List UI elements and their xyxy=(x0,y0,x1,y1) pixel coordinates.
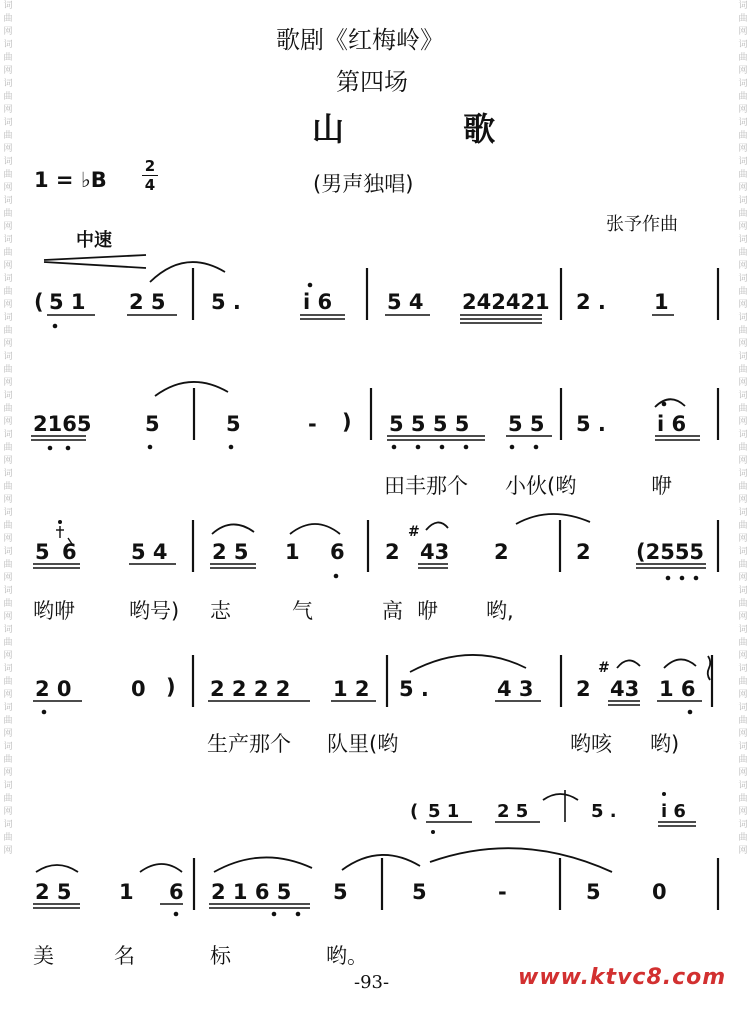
song-title: 山 歌 xyxy=(312,110,550,148)
lyric: 生产那个 xyxy=(207,732,291,756)
note: 2 xyxy=(385,540,400,564)
note: 5 xyxy=(35,540,50,564)
note-group: i 6 xyxy=(661,801,686,822)
note: 5 xyxy=(145,412,160,436)
note: 1 xyxy=(654,290,669,314)
note-group: 5 1 xyxy=(428,801,460,822)
note-group: 2165 xyxy=(33,412,92,436)
note: 0 xyxy=(652,880,667,904)
time-top: 2 xyxy=(144,157,156,175)
lyric: 高 xyxy=(382,599,403,623)
note: 5 xyxy=(586,880,601,904)
beam-underlines xyxy=(31,315,706,908)
lyric: 小伙(哟 xyxy=(505,474,577,498)
note-group: 2 5 xyxy=(129,290,166,314)
note: 2 xyxy=(576,540,591,564)
note-group: 5 . xyxy=(576,412,606,436)
note: 6 xyxy=(330,540,345,564)
note-group: i 6 xyxy=(657,412,687,436)
note-group: 5 5 xyxy=(508,412,545,436)
dash: - xyxy=(498,880,507,904)
voice-type: (男声独唱) xyxy=(313,172,414,196)
dash: - xyxy=(308,412,317,436)
note-group: 2 1 6 5 xyxy=(211,880,292,904)
lyric: 哟。 xyxy=(326,944,368,968)
note: 1 xyxy=(119,880,134,904)
composer: 张予作曲 xyxy=(606,214,678,235)
note-group: 5 4 xyxy=(387,290,424,314)
note: 5 xyxy=(226,412,241,436)
note-group: 5 . xyxy=(211,290,241,314)
note-group: 5 5 5 5 xyxy=(389,412,470,436)
note-group: 1 2 xyxy=(333,677,370,701)
watermark-right: 词曲网词曲网词曲网词曲网词曲网词曲网词曲网词曲网词曲网词曲网词曲网词曲网词曲网词曲网词曲网词曲网词曲网词曲网词曲网词曲网词曲网词曲网 xyxy=(738,1,748,856)
lyric: 哟咿 xyxy=(33,599,75,623)
scene-title: 第四场 xyxy=(336,68,408,96)
note-group: 2 . xyxy=(576,290,606,314)
note-group: 2 5 xyxy=(35,880,72,904)
note: 2 xyxy=(576,677,591,701)
note-group: 5 4 xyxy=(131,540,168,564)
note: 5 xyxy=(412,880,427,904)
grace-note-marks xyxy=(56,526,72,544)
lyric: 美 xyxy=(33,944,54,968)
lyric: 咿 xyxy=(651,474,672,498)
lyric: 田丰那个 xyxy=(384,474,468,498)
note: 1 xyxy=(285,540,300,564)
note-group: 5 1 xyxy=(49,290,86,314)
note-group: 4 3 xyxy=(497,677,534,701)
note-group: 2 0 xyxy=(35,677,72,701)
note-group: 5 . xyxy=(591,801,617,822)
bar-lines xyxy=(193,268,718,910)
note: 6 xyxy=(169,880,184,904)
lyric: 哟号) xyxy=(129,599,180,623)
time-bottom: 4 xyxy=(144,176,156,194)
octave-dots xyxy=(42,283,699,917)
key-signature: 1 = ♭B xyxy=(34,168,107,192)
note: 2 xyxy=(494,540,509,564)
lyric: 名 xyxy=(114,944,135,968)
note-group: 43 xyxy=(420,540,450,564)
note-group: 1 6 xyxy=(659,677,696,701)
lyric: 志 xyxy=(210,599,231,623)
lyric: 队里(哟 xyxy=(327,732,399,756)
note-group: 242421 xyxy=(462,290,550,314)
note-group: i 6 xyxy=(303,290,333,314)
note: 0 xyxy=(131,677,146,701)
lyric: 哟) xyxy=(650,732,680,756)
note-group: (2555 xyxy=(636,540,705,564)
lyric: 气 xyxy=(292,599,313,623)
note-group: 5 . xyxy=(399,677,429,701)
lyric: 哟咳 xyxy=(570,732,612,756)
note: 5 xyxy=(333,880,348,904)
lyric: 哟, xyxy=(486,599,514,623)
note: 6 xyxy=(62,540,77,564)
lyric: 咿 xyxy=(417,599,438,623)
close-paren: ) xyxy=(342,410,352,434)
page-number: -93- xyxy=(354,972,390,993)
close-paren: ) xyxy=(166,675,176,699)
lyric: 标 xyxy=(210,944,231,968)
tempo-marking: 中速 xyxy=(76,230,112,251)
sharp-sign: # xyxy=(408,524,420,540)
sharp-sign: # xyxy=(598,660,610,676)
note-group: 43 xyxy=(610,677,640,701)
opera-title: 歌剧《红梅岭》 xyxy=(276,26,444,54)
site-watermark: www.ktvc8.com xyxy=(518,965,727,990)
note-group: 2 2 2 2 xyxy=(210,677,291,701)
note-group: 2 5 xyxy=(212,540,249,564)
accidentals xyxy=(408,524,610,676)
note-group: 2 5 xyxy=(497,801,529,822)
open-paren: ( xyxy=(410,801,419,822)
watermark-left: 词曲网词曲网词曲网词曲网词曲网词曲网词曲网词曲网词曲网词曲网词曲网词曲网词曲网词曲网词曲网词曲网词曲网词曲网词曲网词曲网词曲网词曲网 xyxy=(3,1,13,856)
open-paren: ( xyxy=(34,290,44,314)
